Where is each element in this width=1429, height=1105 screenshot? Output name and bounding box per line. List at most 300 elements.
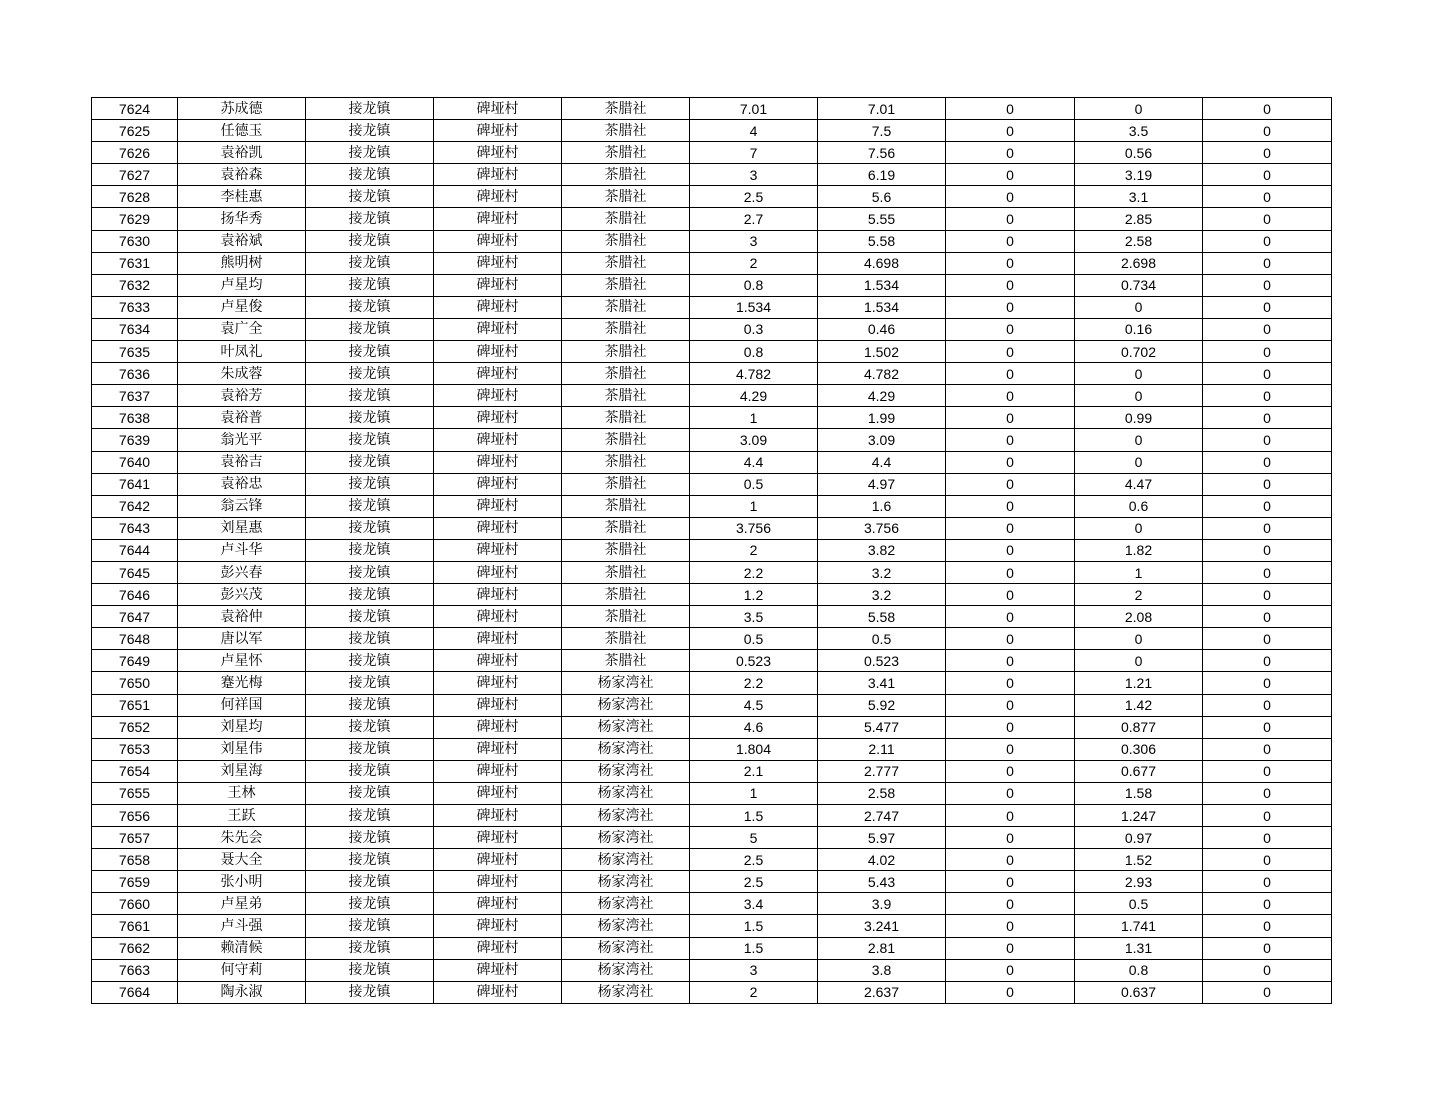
- cell-town: 接龙镇: [306, 650, 434, 672]
- cell-value-d: 0.16: [1075, 318, 1203, 340]
- table-row: [92, 981, 1332, 1003]
- cell-name: 王跃: [178, 805, 306, 827]
- cell-group: 茶腊社: [562, 120, 690, 142]
- cell-value-a: 4.4: [690, 451, 818, 473]
- cell-value-d: 3.1: [1075, 186, 1203, 208]
- cell-row-number: 7650: [92, 672, 178, 694]
- table-row: [92, 120, 1332, 142]
- cell-value-a: 3.756: [690, 517, 818, 539]
- cell-name: 卢星均: [178, 274, 306, 296]
- cell-value-e: 0: [1203, 385, 1332, 407]
- cell-value-b: 1.534: [818, 274, 946, 296]
- cell-value-e: 0: [1203, 318, 1332, 340]
- table-row: [92, 782, 1332, 804]
- cell-value-a: 2: [690, 981, 818, 1003]
- cell-group: 茶腊社: [562, 385, 690, 407]
- cell-value-e: 0: [1203, 98, 1332, 120]
- table-row: [92, 296, 1332, 318]
- cell-value-a: 2.5: [690, 186, 818, 208]
- cell-village: 碑垭村: [434, 363, 562, 385]
- cell-value-e: 0: [1203, 827, 1332, 849]
- cell-value-c: 0: [946, 429, 1075, 451]
- cell-value-b: 1.502: [818, 341, 946, 363]
- cell-name: 袁裕普: [178, 407, 306, 429]
- cell-village: 碑垭村: [434, 584, 562, 606]
- cell-value-d: 0.877: [1075, 716, 1203, 738]
- table-row: [92, 98, 1332, 120]
- cell-town: 接龙镇: [306, 606, 434, 628]
- cell-name: 刘星伟: [178, 738, 306, 760]
- cell-value-c: 0: [946, 539, 1075, 561]
- cell-value-c: 0: [946, 959, 1075, 981]
- cell-value-c: 0: [946, 805, 1075, 827]
- cell-value-c: 0: [946, 274, 1075, 296]
- cell-value-b: 6.19: [818, 164, 946, 186]
- cell-group: 茶腊社: [562, 561, 690, 583]
- cell-group: 茶腊社: [562, 495, 690, 517]
- table-row: [92, 628, 1332, 650]
- cell-value-c: 0: [946, 142, 1075, 164]
- cell-town: 接龙镇: [306, 628, 434, 650]
- cell-value-a: 2.2: [690, 561, 818, 583]
- cell-group: 茶腊社: [562, 473, 690, 495]
- cell-value-c: 0: [946, 208, 1075, 230]
- cell-value-e: 0: [1203, 981, 1332, 1003]
- cell-row-number: 7651: [92, 694, 178, 716]
- cell-value-e: 0: [1203, 716, 1332, 738]
- cell-row-number: 7663: [92, 959, 178, 981]
- cell-value-a: 4.5: [690, 694, 818, 716]
- cell-value-b: 5.477: [818, 716, 946, 738]
- cell-village: 碑垭村: [434, 274, 562, 296]
- cell-village: 碑垭村: [434, 252, 562, 274]
- cell-name: 袁裕忠: [178, 473, 306, 495]
- cell-value-c: 0: [946, 252, 1075, 274]
- cell-village: 碑垭村: [434, 937, 562, 959]
- cell-value-b: 2.777: [818, 760, 946, 782]
- cell-value-a: 2.5: [690, 871, 818, 893]
- cell-village: 碑垭村: [434, 208, 562, 230]
- cell-value-a: 5: [690, 827, 818, 849]
- cell-value-e: 0: [1203, 451, 1332, 473]
- cell-value-b: 3.09: [818, 429, 946, 451]
- cell-group: 茶腊社: [562, 451, 690, 473]
- cell-town: 接龙镇: [306, 849, 434, 871]
- cell-value-a: 4.29: [690, 385, 818, 407]
- table-row: [92, 208, 1332, 230]
- cell-row-number: 7649: [92, 650, 178, 672]
- cell-value-d: 1.741: [1075, 915, 1203, 937]
- table-row: [92, 694, 1332, 716]
- cell-value-d: 2.85: [1075, 208, 1203, 230]
- cell-row-number: 7642: [92, 495, 178, 517]
- cell-row-number: 7646: [92, 584, 178, 606]
- cell-value-d: 0.734: [1075, 274, 1203, 296]
- cell-name: 袁裕斌: [178, 230, 306, 252]
- cell-value-e: 0: [1203, 186, 1332, 208]
- cell-town: 接龙镇: [306, 760, 434, 782]
- cell-village: 碑垭村: [434, 805, 562, 827]
- table-row: [92, 716, 1332, 738]
- cell-name: 苏成德: [178, 98, 306, 120]
- cell-village: 碑垭村: [434, 341, 562, 363]
- cell-name: 卢星俊: [178, 296, 306, 318]
- cell-value-b: 5.55: [818, 208, 946, 230]
- cell-name: 赖清候: [178, 937, 306, 959]
- cell-village: 碑垭村: [434, 318, 562, 340]
- cell-group: 茶腊社: [562, 429, 690, 451]
- cell-village: 碑垭村: [434, 694, 562, 716]
- cell-row-number: 7641: [92, 473, 178, 495]
- cell-town: 接龙镇: [306, 341, 434, 363]
- cell-value-a: 3.4: [690, 893, 818, 915]
- cell-village: 碑垭村: [434, 672, 562, 694]
- cell-group: 杨家湾社: [562, 738, 690, 760]
- cell-name: 张小明: [178, 871, 306, 893]
- cell-name: 卢斗华: [178, 539, 306, 561]
- cell-value-d: 1.31: [1075, 937, 1203, 959]
- cell-value-d: 1.58: [1075, 782, 1203, 804]
- cell-value-d: 0: [1075, 296, 1203, 318]
- cell-value-e: 0: [1203, 274, 1332, 296]
- cell-value-c: 0: [946, 915, 1075, 937]
- cell-value-a: 1.5: [690, 805, 818, 827]
- cell-value-d: 0: [1075, 429, 1203, 451]
- cell-value-e: 0: [1203, 164, 1332, 186]
- cell-row-number: 7654: [92, 760, 178, 782]
- cell-village: 碑垭村: [434, 473, 562, 495]
- cell-name: 何守莉: [178, 959, 306, 981]
- cell-group: 杨家湾社: [562, 915, 690, 937]
- cell-village: 碑垭村: [434, 628, 562, 650]
- cell-row-number: 7653: [92, 738, 178, 760]
- cell-value-b: 4.782: [818, 363, 946, 385]
- cell-value-e: 0: [1203, 473, 1332, 495]
- cell-value-c: 0: [946, 98, 1075, 120]
- cell-value-b: 2.11: [818, 738, 946, 760]
- cell-value-b: 1.534: [818, 296, 946, 318]
- cell-row-number: 7638: [92, 407, 178, 429]
- cell-value-e: 0: [1203, 539, 1332, 561]
- cell-group: 茶腊社: [562, 584, 690, 606]
- cell-value-d: 2.58: [1075, 230, 1203, 252]
- cell-village: 碑垭村: [434, 451, 562, 473]
- cell-town: 接龙镇: [306, 385, 434, 407]
- cell-name: 袁裕仲: [178, 606, 306, 628]
- cell-value-b: 0.46: [818, 318, 946, 340]
- table-row: [92, 429, 1332, 451]
- cell-value-a: 0.8: [690, 341, 818, 363]
- table-row: [92, 606, 1332, 628]
- cell-group: 茶腊社: [562, 341, 690, 363]
- table-row: [92, 363, 1332, 385]
- cell-group: 杨家湾社: [562, 981, 690, 1003]
- cell-value-e: 0: [1203, 363, 1332, 385]
- cell-value-c: 0: [946, 363, 1075, 385]
- cell-value-d: 0: [1075, 451, 1203, 473]
- cell-value-a: 2.1: [690, 760, 818, 782]
- table-row: [92, 561, 1332, 583]
- cell-value-b: 7.56: [818, 142, 946, 164]
- cell-value-e: 0: [1203, 429, 1332, 451]
- cell-value-d: 0: [1075, 363, 1203, 385]
- cell-value-e: 0: [1203, 407, 1332, 429]
- cell-village: 碑垭村: [434, 893, 562, 915]
- cell-value-b: 5.92: [818, 694, 946, 716]
- cell-name: 蹇光梅: [178, 672, 306, 694]
- cell-value-d: 2.93: [1075, 871, 1203, 893]
- cell-value-d: 0.99: [1075, 407, 1203, 429]
- cell-name: 卢斗强: [178, 915, 306, 937]
- cell-value-d: 0: [1075, 650, 1203, 672]
- table-row: [92, 142, 1332, 164]
- cell-value-e: 0: [1203, 760, 1332, 782]
- cell-name: 刘星均: [178, 716, 306, 738]
- cell-row-number: 7660: [92, 893, 178, 915]
- table-row: [92, 274, 1332, 296]
- cell-row-number: 7631: [92, 252, 178, 274]
- cell-town: 接龙镇: [306, 539, 434, 561]
- cell-group: 杨家湾社: [562, 782, 690, 804]
- cell-village: 碑垭村: [434, 230, 562, 252]
- cell-group: 茶腊社: [562, 407, 690, 429]
- cell-row-number: 7662: [92, 937, 178, 959]
- table-row: [92, 672, 1332, 694]
- cell-value-d: 0: [1075, 628, 1203, 650]
- data-table: [91, 97, 1332, 1004]
- cell-town: 接龙镇: [306, 186, 434, 208]
- table-row: [92, 893, 1332, 915]
- cell-name: 扬华秀: [178, 208, 306, 230]
- cell-name: 刘星海: [178, 760, 306, 782]
- cell-town: 接龙镇: [306, 672, 434, 694]
- cell-value-a: 1.534: [690, 296, 818, 318]
- cell-value-b: 0.5: [818, 628, 946, 650]
- cell-town: 接龙镇: [306, 937, 434, 959]
- cell-name: 朱先会: [178, 827, 306, 849]
- cell-value-c: 0: [946, 716, 1075, 738]
- cell-town: 接龙镇: [306, 694, 434, 716]
- cell-value-b: 3.756: [818, 517, 946, 539]
- cell-group: 茶腊社: [562, 539, 690, 561]
- cell-value-e: 0: [1203, 252, 1332, 274]
- cell-value-d: 0: [1075, 385, 1203, 407]
- cell-name: 王林: [178, 782, 306, 804]
- cell-value-a: 0.8: [690, 274, 818, 296]
- cell-value-b: 7.5: [818, 120, 946, 142]
- cell-value-b: 4.4: [818, 451, 946, 473]
- cell-village: 碑垭村: [434, 959, 562, 981]
- cell-group: 茶腊社: [562, 318, 690, 340]
- cell-value-a: 1.2: [690, 584, 818, 606]
- cell-village: 碑垭村: [434, 539, 562, 561]
- cell-town: 接龙镇: [306, 274, 434, 296]
- cell-group: 杨家湾社: [562, 959, 690, 981]
- cell-value-c: 0: [946, 186, 1075, 208]
- cell-village: 碑垭村: [434, 296, 562, 318]
- cell-village: 碑垭村: [434, 650, 562, 672]
- cell-village: 碑垭村: [434, 716, 562, 738]
- cell-value-a: 0.523: [690, 650, 818, 672]
- cell-value-b: 3.8: [818, 959, 946, 981]
- cell-value-d: 4.47: [1075, 473, 1203, 495]
- cell-village: 碑垭村: [434, 561, 562, 583]
- cell-name: 李桂惠: [178, 186, 306, 208]
- cell-group: 杨家湾社: [562, 672, 690, 694]
- cell-value-a: 0.5: [690, 628, 818, 650]
- cell-town: 接龙镇: [306, 915, 434, 937]
- cell-town: 接龙镇: [306, 959, 434, 981]
- cell-value-a: 4: [690, 120, 818, 142]
- cell-town: 接龙镇: [306, 120, 434, 142]
- table-row: [92, 341, 1332, 363]
- cell-row-number: 7636: [92, 363, 178, 385]
- cell-name: 袁裕森: [178, 164, 306, 186]
- cell-group: 杨家湾社: [562, 937, 690, 959]
- cell-value-c: 0: [946, 606, 1075, 628]
- cell-value-a: 1: [690, 782, 818, 804]
- cell-value-a: 1.804: [690, 738, 818, 760]
- cell-name: 叶凤礼: [178, 341, 306, 363]
- cell-value-b: 2.637: [818, 981, 946, 1003]
- cell-town: 接龙镇: [306, 782, 434, 804]
- cell-value-b: 4.97: [818, 473, 946, 495]
- cell-name: 翁光平: [178, 429, 306, 451]
- cell-value-e: 0: [1203, 937, 1332, 959]
- cell-value-b: 4.02: [818, 849, 946, 871]
- cell-row-number: 7639: [92, 429, 178, 451]
- cell-value-d: 0.637: [1075, 981, 1203, 1003]
- cell-name: 袁裕凯: [178, 142, 306, 164]
- cell-value-a: 4.6: [690, 716, 818, 738]
- cell-town: 接龙镇: [306, 208, 434, 230]
- cell-name: 彭兴茂: [178, 584, 306, 606]
- cell-value-d: 0: [1075, 517, 1203, 539]
- cell-town: 接龙镇: [306, 252, 434, 274]
- cell-row-number: 7627: [92, 164, 178, 186]
- cell-value-d: 0.56: [1075, 142, 1203, 164]
- cell-value-e: 0: [1203, 805, 1332, 827]
- cell-value-c: 0: [946, 451, 1075, 473]
- cell-value-d: 2: [1075, 584, 1203, 606]
- table-row: [92, 252, 1332, 274]
- table-row: [92, 539, 1332, 561]
- cell-value-d: 1.247: [1075, 805, 1203, 827]
- cell-value-e: 0: [1203, 142, 1332, 164]
- table-row: [92, 827, 1332, 849]
- cell-value-b: 5.97: [818, 827, 946, 849]
- cell-row-number: 7634: [92, 318, 178, 340]
- cell-value-b: 5.6: [818, 186, 946, 208]
- cell-value-b: 3.2: [818, 561, 946, 583]
- cell-value-d: 1: [1075, 561, 1203, 583]
- cell-value-a: 2.5: [690, 849, 818, 871]
- cell-value-e: 0: [1203, 584, 1332, 606]
- cell-name: 陶永淑: [178, 981, 306, 1003]
- cell-row-number: 7632: [92, 274, 178, 296]
- cell-village: 碑垭村: [434, 407, 562, 429]
- cell-value-b: 5.43: [818, 871, 946, 893]
- cell-name: 卢星怀: [178, 650, 306, 672]
- cell-value-a: 0.3: [690, 318, 818, 340]
- cell-value-a: 3: [690, 959, 818, 981]
- cell-name: 何祥国: [178, 694, 306, 716]
- cell-village: 碑垭村: [434, 738, 562, 760]
- cell-name: 袁裕吉: [178, 451, 306, 473]
- cell-town: 接龙镇: [306, 98, 434, 120]
- cell-value-e: 0: [1203, 959, 1332, 981]
- cell-row-number: 7652: [92, 716, 178, 738]
- cell-value-e: 0: [1203, 120, 1332, 142]
- cell-value-a: 1: [690, 407, 818, 429]
- cell-value-d: 1.52: [1075, 849, 1203, 871]
- cell-value-c: 0: [946, 385, 1075, 407]
- cell-name: 翁云锋: [178, 495, 306, 517]
- table-row: [92, 915, 1332, 937]
- cell-village: 碑垭村: [434, 981, 562, 1003]
- cell-row-number: 7647: [92, 606, 178, 628]
- cell-value-b: 2.58: [818, 782, 946, 804]
- table-row: [92, 451, 1332, 473]
- cell-row-number: 7643: [92, 517, 178, 539]
- cell-group: 茶腊社: [562, 628, 690, 650]
- table-row: [92, 385, 1332, 407]
- cell-value-a: 7.01: [690, 98, 818, 120]
- table-row: [92, 230, 1332, 252]
- cell-value-c: 0: [946, 937, 1075, 959]
- cell-value-e: 0: [1203, 849, 1332, 871]
- cell-value-e: 0: [1203, 208, 1332, 230]
- cell-group: 茶腊社: [562, 517, 690, 539]
- cell-group: 杨家湾社: [562, 893, 690, 915]
- cell-row-number: 7640: [92, 451, 178, 473]
- cell-village: 碑垭村: [434, 782, 562, 804]
- cell-value-a: 2: [690, 539, 818, 561]
- cell-town: 接龙镇: [306, 142, 434, 164]
- cell-town: 接龙镇: [306, 451, 434, 473]
- cell-row-number: 7645: [92, 561, 178, 583]
- cell-row-number: 7661: [92, 915, 178, 937]
- cell-value-b: 7.01: [818, 98, 946, 120]
- cell-group: 茶腊社: [562, 606, 690, 628]
- cell-value-e: 0: [1203, 628, 1332, 650]
- cell-value-d: 0.306: [1075, 738, 1203, 760]
- cell-value-d: 0.6: [1075, 495, 1203, 517]
- cell-value-c: 0: [946, 981, 1075, 1003]
- cell-name: 聂大全: [178, 849, 306, 871]
- cell-town: 接龙镇: [306, 561, 434, 583]
- table-row: [92, 937, 1332, 959]
- table-row: [92, 805, 1332, 827]
- cell-row-number: 7635: [92, 341, 178, 363]
- cell-value-d: 3.5: [1075, 120, 1203, 142]
- cell-value-e: 0: [1203, 672, 1332, 694]
- cell-value-b: 5.58: [818, 606, 946, 628]
- cell-value-d: 0.5: [1075, 893, 1203, 915]
- cell-value-b: 4.29: [818, 385, 946, 407]
- cell-value-d: 2.698: [1075, 252, 1203, 274]
- cell-value-b: 1.6: [818, 495, 946, 517]
- cell-group: 茶腊社: [562, 98, 690, 120]
- cell-row-number: 7656: [92, 805, 178, 827]
- cell-value-a: 3: [690, 164, 818, 186]
- cell-value-d: 0.677: [1075, 760, 1203, 782]
- cell-village: 碑垭村: [434, 760, 562, 782]
- cell-town: 接龙镇: [306, 981, 434, 1003]
- cell-value-c: 0: [946, 782, 1075, 804]
- cell-group: 茶腊社: [562, 296, 690, 318]
- cell-value-c: 0: [946, 849, 1075, 871]
